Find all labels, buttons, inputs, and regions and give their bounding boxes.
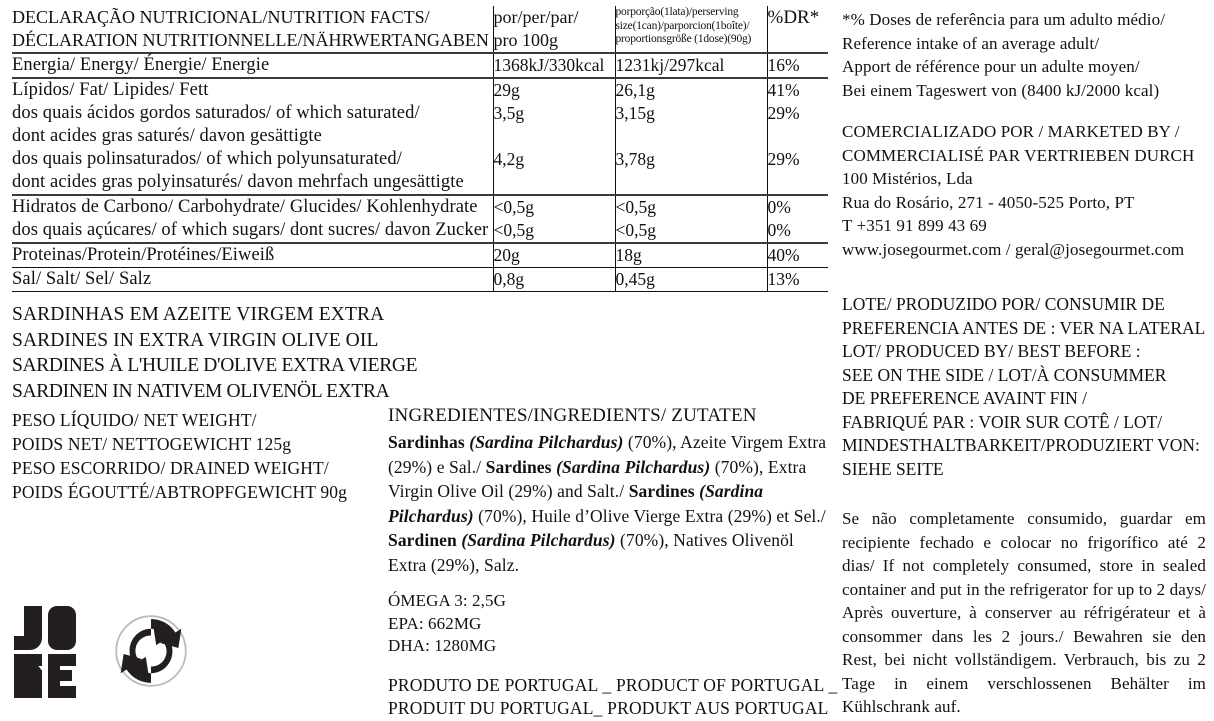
header-dr-cell: %DR* [767,7,820,28]
marketed-by-web: www.josegourmet.com / geral@josegourmet.com [842,239,1185,259]
row-label-polyunsaturated-line1: dos quais polinsaturados/ of which polyunsaturated/ [12,149,402,169]
ingredients-text: Sardinhas (Sardina Pilchardus) (70%), Azeite Virgem Extra (29%) e Sal./ Sardines (Sardina Pilchardus) (70%), Extra Virgin Olive Oil (29%) and Salt./ Sardines (Sardina Pilchardus) (70%), Huile d’Olive Vierge Extra (29%) et Sel./ Sardinen (Sardina Pilchardus) (70%), Natives Olivenöl Extra (29%), Salz. [388,432,827,575]
origin-line1: PRODUTO DE PORTUGAL _ PRODUCT OF PORTUGAL _ [388,674,838,695]
product-name-pt: SARDINHAS EM AZEITE VIRGEM EXTRA [12,304,385,325]
row-per100g-carbohydrate: <0,5g [493,195,615,219]
row-per100g-protein: 20g [493,243,615,268]
marketed-by-block [842,120,1206,261]
row-dr-salt: 13% [767,268,828,292]
lot-info-line4: SEE ON THE SIDE / LOT/À CONSUMMER [842,364,1167,385]
row-serving-carbohydrate: <0,5g [615,195,767,219]
reference-intake-line3: Apport de référence pour un adulte moyen/ [842,57,1140,76]
row-dr-carbohydrate: 0% [767,195,828,219]
product-name-de: SARDINEN IN NATIVEM OLIVENÖL EXTRA [12,380,390,402]
row-per100g-fat: 29g [493,78,615,102]
header-serving-line2: size(1can)/parporcion(1boîte)/ [615,19,750,32]
table-row [12,148,828,195]
row-label-saturated-line2: dont acides gras saturés/ davon gesättigte [12,126,322,146]
lot-info-line8: SIEHE SEITE [842,458,944,479]
marketed-by-address: Rua do Rosário, 271 - 4050-525 Porto, PT [842,192,1135,212]
lot-info-line5: DE PREFERENCE AVAINT FIN / [842,388,1088,408]
row-label-energy: Energia/ Energy/ Énergie/ Energie [12,53,493,78]
right-column [842,8,1206,719]
table-row [12,219,828,243]
row-dr-fat: 41% [767,78,828,102]
nutrition-facts-table [12,6,828,292]
row-serving-protein: 18g [615,243,767,268]
table-row [12,195,828,219]
lot-info-block [842,293,1206,481]
header-per100g-cell [493,6,615,53]
header-declaration-line2: DÉCLARATION NUTRITIONNELLE/NÄHRWERTANGABEN [12,30,489,50]
product-name-en: SARDINES IN EXTRA VIRGIN OLIVE OIL [12,329,379,351]
row-label-carbohydrate: Hidratos de Carbono/ Carbohydrate/ Glucides/ Kohlenhydrate [12,195,493,219]
lot-info-line2: PREFERENCIA ANTES DE : VER NA LATERAL [842,317,1206,338]
row-per100g-saturated: 3,5g [493,103,525,123]
green-dot-recycle-icon [114,614,188,688]
lot-info-line1: LOTE/ PRODUZIDO POR/ CONSUMIR DE [842,294,1165,314]
header-serving-line3: proportionsgröße (1dose)(90g) [615,33,752,45]
row-label-polyunsaturated [12,148,493,195]
row-dr-protein: 40% [767,243,828,268]
product-name-fr: SARDINES À L'HUILE D'OLIVE EXTRA VIERGE [12,355,418,376]
table-header-row [12,6,828,53]
table-row [12,78,828,102]
omega-values [388,590,828,658]
table-bottom-rule [12,292,828,293]
row-per100g-polyunsaturated: 4,2g [493,149,525,169]
ingredients-heading: INGREDIENTES/INGREDIENTS/ ZUTATEN [388,405,757,426]
drained-weight-line1: PESO ESCORRIDO/ DRAINED WEIGHT/ [12,458,329,478]
table-row [12,53,828,78]
row-label-sugars: dos quais açúcares/ of which sugars/ dont sucres/ davon Zucker [12,220,489,240]
row-dr-polyunsaturated: 29% [767,149,800,169]
marketed-by-line2: COMMERCIALISÉ PAR VERTRIEBEN DURCH [842,145,1195,165]
row-dr-energy: 16% [767,53,828,78]
dha-value: DHA: 1280MG [388,636,497,655]
product-weights [12,408,407,504]
row-dr-sugars: 0% [767,220,791,240]
row-label-polyunsaturated-line2: dont acides gras polyinsaturés/ davon mehrfach ungesättigte [12,172,464,192]
origin-line2: PRODUIT DU PORTUGAL_ PRODUKT AUS PORTUGAL [388,698,829,718]
header-serving-line1: porporção(1lata)/perserving [615,6,739,18]
drained-weight-line2: POIDS ÉGOUTTÉ/ABTROPFGEWICHT 90g [12,482,348,502]
reference-intake-line4: Bei einem Tageswert von (8400 kJ/2000 kcal) [842,80,1160,100]
row-serving-saturated: 3,15g [615,103,655,123]
net-weight-line2: POIDS NET/ NETTOGEWICHT 125g [12,434,292,454]
header-per100g-line1: por/per/par/ [493,7,579,27]
row-serving-polyunsaturated: 3,78g [615,149,655,169]
omega3-value: ÓMEGA 3: 2,5G [388,591,506,610]
origin-statement [388,674,838,721]
marketed-by-phone: T +351 91 899 43 69 [842,216,987,235]
row-serving-energy: 1231kj/297kcal [615,53,767,78]
row-label-saturated-line1: dos quais ácidos gordos saturados/ of which saturated/ [12,103,420,123]
row-serving-salt: 0,45g [615,268,767,292]
marketed-by-company: 100 Mistérios, Lda [842,169,973,188]
epa-value: EPA: 662MG [388,613,482,633]
row-serving-fat: 26,1g [615,78,767,102]
lot-info-line3: LOT/ PRODUCED BY/ BEST BEFORE : [842,341,1141,361]
ingredients-column [388,404,838,721]
marketed-by-line1: COMERCIALIZADO POR / MARKETED BY / [842,122,1180,141]
table-row [12,268,828,292]
reference-intake-line1: *% Doses de referência para um adulto médio/ [842,10,1166,29]
storage-instructions: Se não completamente consumido, guardar em recipiente fechado e colocar no frigorífico até 2 dias/ If not completely consumed, store in sealed container and put in the refrigerator for up to 2 days/ Après ouverture, à conserver au réfrigérateur et à consommer dans les 2 jours./ Bewahren sie den Rest, bei nicht vollständigem. Verbrauch, bis zu 2 Tage in einem verschlossenen Behälter im Kühlschrank auf. [842,509,1206,716]
lot-info-line7: MINDESTHALTBARKEIT/PRODUZIERT VON: [842,435,1200,455]
jose-brand-logo [12,604,78,700]
product-name-block [12,302,418,504]
table-row [12,102,828,148]
row-label-salt: Sal/ Salt/ Sel/ Salz [12,268,493,292]
row-per100g-sugars: <0,5g [493,220,534,240]
table-row [12,243,828,268]
reference-intake-block [842,8,1206,102]
row-per100g-energy: 1368kJ/330kcal [493,53,615,78]
row-dr-saturated: 29% [767,103,800,123]
row-label-saturated [12,102,493,148]
reference-intake-line2: Reference intake of an average adult/ [842,33,1100,53]
lot-info-line6: FABRIQUÉ PAR : VOIR SUR COTÊ / LOT/ [842,411,1163,432]
row-label-fat: Lípidos/ Fat/ Lipides/ Fett [12,78,493,102]
header-serving-cell [615,6,767,53]
header-per100g-line2: pro 100g [493,30,558,50]
row-label-protein: Proteinas/Protein/Protéines/Eiweiß [12,243,493,268]
net-weight-line1: PESO LÍQUIDO/ NET WEIGHT/ [12,410,257,430]
row-per100g-salt: 0,8g [493,268,615,292]
row-serving-sugars: <0,5g [615,220,656,240]
logo-row [12,604,188,700]
header-declaration-line1: DECLARAÇÃO NUTRICIONAL/NUTRITION FACTS/ [12,7,430,27]
header-declaration-cell [12,6,493,53]
